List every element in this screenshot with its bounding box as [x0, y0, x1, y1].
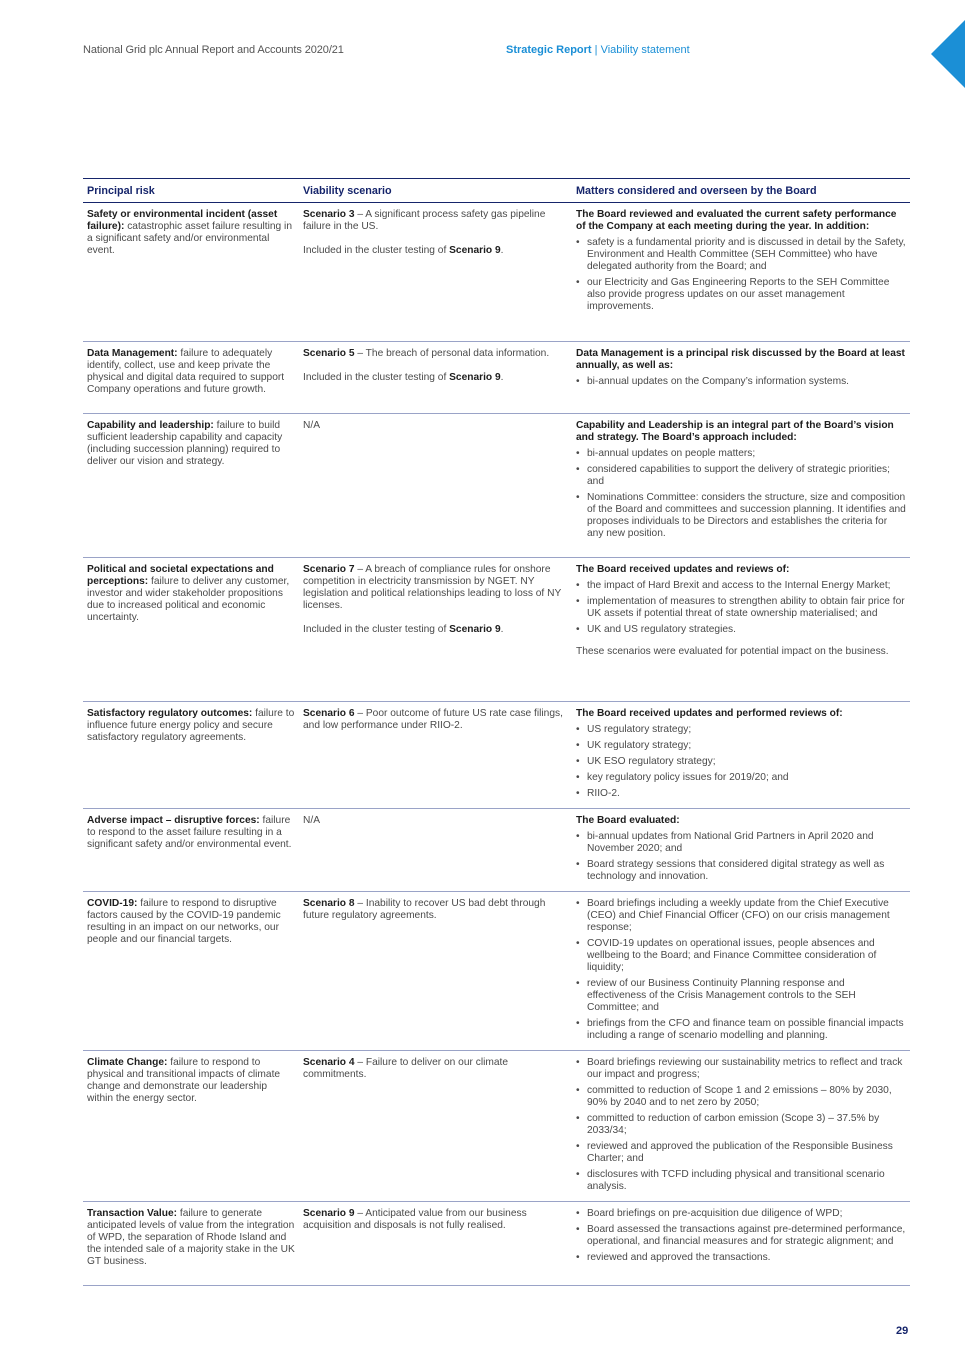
- scenario-cell: [299, 809, 572, 892]
- list-item: • Board briefings on pre-acquisition due diligence of WPD;: [576, 1208, 906, 1220]
- matters-intro: The Board evaluated:: [576, 815, 680, 826]
- scenario-cell: [299, 414, 572, 558]
- list-item: • Board briefings reviewing our sustainability metrics to reflect and track our impact and progress;: [576, 1057, 906, 1081]
- risk-description: failure to respond to disruptive factors caused by the COVID-19 pandemic resulting in an impact on our networks, our people and our financial targets.: [87, 898, 281, 945]
- risk-title: Transaction Value:: [87, 1208, 178, 1219]
- scenario-cell: [299, 203, 572, 342]
- list-item: • UK and US regulatory strategies.: [576, 624, 906, 636]
- matters-list: [576, 237, 906, 313]
- matters-cell: [572, 414, 910, 558]
- scenario-label: Scenario 4: [303, 1057, 355, 1068]
- scenario-text: – Inability to recover US bad debt through future regulatory agreements.: [303, 898, 546, 921]
- matters-intro: The Board received updates and performed reviews of:: [576, 708, 843, 719]
- matters-intro: The Board reviewed and evaluated the current safety performance of the Company at each meeting during the year. In addition:: [576, 209, 897, 232]
- risk-cell: [83, 203, 299, 342]
- matters-cell: [572, 558, 910, 702]
- table-row: [83, 809, 910, 892]
- cluster-end: .: [500, 624, 504, 635]
- scenario-cell: [299, 1051, 572, 1202]
- risk-title: Political and societal expectations and perceptions:: [87, 564, 274, 587]
- matters-intro: Capability and Leadership is an integral part of the Board’s vision and strategy. The Board’s approach included:: [576, 420, 894, 443]
- list-item: • key regulatory policy issues for 2019/20; and: [576, 772, 906, 784]
- list-item: • COVID-19 updates on operational issues, people absences and wellbeing to the Board; and Finance Committee consideration of liquidity;: [576, 938, 906, 974]
- risk-title: Safety or environmental incident (asset failure):: [87, 209, 278, 232]
- risk-description: failure to deliver any customer, investor and wider stakeholder propositions due to increased political and economic uncertainty.: [87, 576, 290, 623]
- matters-cell: [572, 809, 910, 892]
- matters-cell: [572, 892, 910, 1051]
- matters-intro: The Board received updates and reviews of:: [576, 564, 790, 575]
- table-header-row: [83, 179, 910, 203]
- risk-description: failure to respond to physical and transitional impacts of climate change and demonstrate our leadership within the energy sector.: [87, 1057, 281, 1104]
- scenario-description: [303, 1057, 508, 1080]
- cluster-text: Included in the cluster testing of: [303, 245, 447, 256]
- risk-title: Capability and leadership:: [87, 420, 214, 431]
- column-header-matters: Matters considered and overseen by the Board: [572, 179, 910, 203]
- scenario-na: N/A: [303, 420, 320, 431]
- risk-title: Adverse impact – disruptive forces:: [87, 815, 260, 826]
- list-item: • review of our Business Continuity Planning response and effectiveness of the Crisis Management controls to the SEH Committee; and: [576, 978, 906, 1014]
- list-item: • briefings from the CFO and finance team on possible financial impacts including a range of scenario modelling and planning.: [576, 1018, 906, 1042]
- list-item: • reviewed and approved the transactions.: [576, 1252, 906, 1264]
- cluster-text: Included in the cluster testing of: [303, 624, 447, 635]
- risk-description: failure to respond to the asset failure resulting in a significant safety and/or environmental event.: [87, 815, 292, 850]
- subsection-label: Viability statement: [600, 44, 690, 56]
- scenario-description: [303, 564, 568, 612]
- list-item: • Nominations Committee: considers the structure, size and composition of the Board and committees and succession planning. It identifies and proposes individuals to be Directors and establishes the criteria for any new position.: [576, 492, 906, 540]
- risk-description: failure to influence future energy policy and secure satisfactory regulatory agreements.: [87, 708, 295, 743]
- list-item: • committed to reduction of carbon emission (Scope 3) – 37.5% by 2033/34;: [576, 1113, 906, 1137]
- section-breadcrumb: [506, 44, 690, 56]
- cluster-end: .: [500, 245, 504, 256]
- list-item: • our Electricity and Gas Engineering Reports to the SEH Committee also provide progress updates on our asset management improvements.: [576, 277, 906, 313]
- matters-list: [576, 831, 906, 883]
- risk-cell: [83, 1202, 299, 1286]
- scenario-label: Scenario 3: [303, 209, 355, 220]
- list-item: • implementation of measures to strengthen ability to obtain fair price for UK assets if potential threat of state ownership materialised; and: [576, 596, 906, 620]
- list-item: • committed to reduction of Scope 1 and 2 emissions – 80% by 2030, 90% by 2040 and to net zero by 2050;: [576, 1085, 906, 1109]
- matters-intro: Data Management is a principal risk discussed by the Board at least annually, as well as:: [576, 348, 905, 371]
- scenario-text: – Anticipated value from our business acquisition and disposals is not fully realised.: [303, 1208, 527, 1231]
- list-item: • Board briefings including a weekly update from the Chief Executive (CEO) and Chief Financial Officer (CFO) on our crisis management response;: [576, 898, 906, 934]
- scenario-text: – Poor outcome of future US rate case filings, and low performance under RIIO-2.: [303, 708, 563, 731]
- risk-description: failure to build sufficient leadership capability and capacity (including succession planning) required to deliver our vision and strategy.: [87, 420, 283, 467]
- section-label: Strategic Report: [506, 44, 592, 56]
- matters-cell: [572, 702, 910, 809]
- risk-cell: [83, 809, 299, 892]
- list-item: • UK ESO regulatory strategy;: [576, 756, 906, 768]
- risk-table: [83, 178, 910, 1286]
- matters-list: [576, 898, 906, 1042]
- scenario-text: – A significant process safety gas pipeline failure in the US.: [303, 209, 546, 232]
- list-item: • safety is a fundamental priority and is discussed in detail by the Safety, Environment and Health Committee (SEH Committee) who have delegated authority from the Board; and: [576, 237, 906, 273]
- risk-description: failure to adequately identify, collect, use and keep private the physical and digital data required to support Company operations and future growth.: [87, 348, 285, 395]
- scenario-label: Scenario 5: [303, 348, 355, 359]
- cluster-label: Scenario 9: [449, 624, 501, 635]
- risk-cell: [83, 892, 299, 1051]
- scenario-cell: [299, 558, 572, 702]
- corner-tab-icon: [931, 20, 965, 88]
- risk-title: Climate Change:: [87, 1057, 168, 1068]
- risk-cell: [83, 558, 299, 702]
- table-row: [83, 342, 910, 414]
- list-item: • reviewed and approved the publication of the Responsible Business Charter; and: [576, 1141, 906, 1165]
- report-title: National Grid plc Annual Report and Accounts 2020/21: [83, 44, 344, 56]
- list-item: • considered capabilities to support the delivery of strategic priorities; and: [576, 464, 906, 488]
- table-row: [83, 203, 910, 342]
- breadcrumb-separator: |: [594, 44, 598, 56]
- scenario-description: [303, 898, 545, 921]
- risk-cell: [83, 702, 299, 809]
- risk-cell: [83, 1051, 299, 1202]
- scenario-label: Scenario 9: [303, 1208, 355, 1219]
- cluster-note: [303, 624, 504, 635]
- scenario-label: Scenario 6: [303, 708, 355, 719]
- matters-cell: [572, 1202, 910, 1286]
- scenario-text: – The breach of personal data information.: [357, 348, 550, 359]
- list-item: • bi-annual updates from National Grid Partners in April 2020 and November 2020; and: [576, 831, 906, 855]
- table-row: [83, 892, 910, 1051]
- scenario-description: [303, 348, 568, 360]
- scenario-cell: [299, 342, 572, 414]
- risk-description: catastrophic asset failure resulting in a significant safety and/or environmental event.: [87, 221, 292, 256]
- table-row: [83, 702, 910, 809]
- scenario-text: – A breach of compliance rules for onshore competition in electricity transmission by NGET. NY legislation and political relationships leading to loss of NY licenses.: [303, 564, 562, 611]
- matters-list: [576, 1208, 906, 1264]
- cluster-note: [303, 245, 504, 256]
- table-row: [83, 1202, 910, 1286]
- risk-title: COVID-19:: [87, 898, 138, 909]
- matters-note: These scenarios were evaluated for potential impact on the business.: [576, 646, 889, 657]
- scenario-cell: [299, 1202, 572, 1286]
- risk-title: Satisfactory regulatory outcomes:: [87, 708, 253, 719]
- list-item: • UK regulatory strategy;: [576, 740, 906, 752]
- column-header-scenario: Viability scenario: [299, 179, 572, 203]
- list-item: • the impact of Hard Brexit and access to the Internal Energy Market;: [576, 580, 906, 592]
- table-row: [83, 558, 910, 702]
- table-row: [83, 1051, 910, 1202]
- risk-title: Data Management:: [87, 348, 178, 359]
- cluster-end: .: [500, 372, 504, 383]
- list-item: • US regulatory strategy;: [576, 724, 906, 736]
- cluster-note: [303, 372, 504, 383]
- scenario-description: [303, 708, 563, 731]
- matters-cell: [572, 203, 910, 342]
- cluster-label: Scenario 9: [449, 245, 501, 256]
- matters-list: [576, 376, 906, 388]
- matters-list: [576, 724, 906, 800]
- scenario-cell: [299, 892, 572, 1051]
- cluster-text: Included in the cluster testing of: [303, 372, 447, 383]
- matters-list: [576, 448, 906, 540]
- matters-list: [576, 1057, 906, 1193]
- list-item: • disclosures with TCFD including physical and transitional scenario analysis.: [576, 1169, 906, 1193]
- table-row: [83, 414, 910, 558]
- list-item: • bi-annual updates on the Company’s information systems.: [576, 376, 906, 388]
- scenario-na: N/A: [303, 815, 320, 826]
- scenario-description: [303, 209, 568, 233]
- scenario-label: Scenario 7: [303, 564, 355, 575]
- list-item: • Board assessed the transactions against pre-determined performance, operational, and financial measures and for strategic alignment; and: [576, 1224, 906, 1248]
- matters-cell: [572, 1051, 910, 1202]
- risk-description: failure to generate anticipated levels of value from the integration of WPD, the separation of Rhode Island and the intended sale of a majority stake in the UK GT business.: [87, 1208, 295, 1267]
- list-item: • RIIO-2.: [576, 788, 906, 800]
- scenario-cell: [299, 702, 572, 809]
- scenario-label: Scenario 8: [303, 898, 355, 909]
- list-item: • Board strategy sessions that considered digital strategy as well as technology and innovation.: [576, 859, 906, 883]
- matters-cell: [572, 342, 910, 414]
- matters-list: [576, 580, 906, 636]
- cluster-label: Scenario 9: [449, 372, 501, 383]
- scenario-text: – Failure to deliver on our climate commitments.: [303, 1057, 508, 1080]
- list-item: • bi-annual updates on people matters;: [576, 448, 906, 460]
- risk-cell: [83, 414, 299, 558]
- page-number: 29: [896, 1325, 909, 1337]
- column-header-risk: Principal risk: [83, 179, 299, 203]
- risk-cell: [83, 342, 299, 414]
- scenario-description: [303, 1208, 527, 1231]
